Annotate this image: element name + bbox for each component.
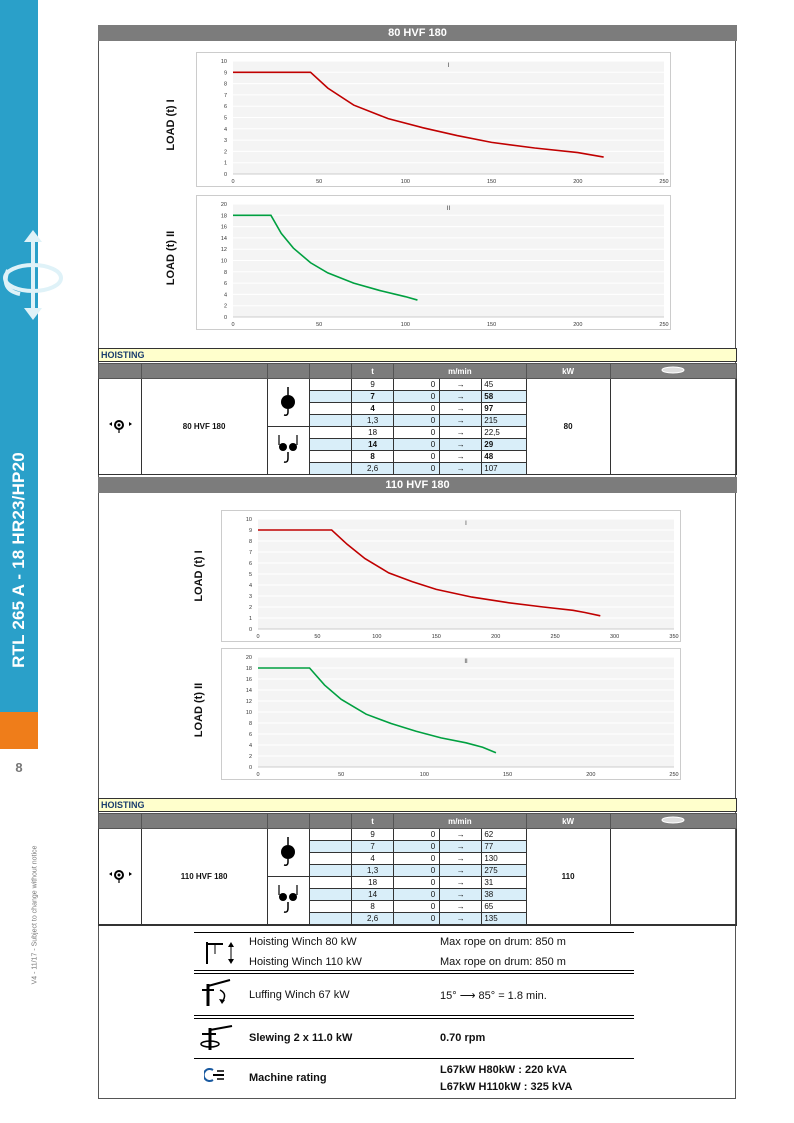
- chart-box-4: [221, 648, 681, 780]
- double-hook-icon: [277, 435, 299, 465]
- y-tick-label: 18: [245, 666, 252, 672]
- arrow-cell: →: [440, 391, 482, 403]
- rope-cell: [610, 379, 736, 475]
- y-tick-label: 6: [248, 561, 252, 567]
- rule-2b: [194, 973, 634, 974]
- blank-cell: [310, 877, 352, 889]
- y-tick-label: 16: [220, 224, 227, 231]
- x-tick-label: 150: [503, 772, 513, 778]
- rotation-logo-icon: [0, 228, 66, 320]
- blank-cell: [310, 379, 352, 391]
- arrow-cell: →: [440, 889, 482, 901]
- hd-speed: m/min: [394, 814, 526, 829]
- legend-label: I: [447, 63, 450, 69]
- blank-cell: [310, 865, 352, 877]
- load-t-cell: 18: [352, 877, 394, 889]
- section-title-110: 110 HVF 180: [98, 477, 737, 493]
- x-tick-label: 100: [400, 179, 410, 185]
- load-t-cell: 18: [352, 427, 394, 439]
- speed-to-cell: 130: [482, 853, 526, 865]
- y-tick-label: 9: [223, 70, 227, 77]
- arrow-cell: →: [440, 403, 482, 415]
- blank-cell: [310, 415, 352, 427]
- y-tick-label: 2: [248, 605, 252, 611]
- load-t-cell: 14: [352, 889, 394, 901]
- load-t-cell: 4: [352, 403, 394, 415]
- sidebar-accent: [0, 712, 38, 749]
- blank-cell: [310, 427, 352, 439]
- load-t-cell: 9: [352, 379, 394, 391]
- legend-label: II: [464, 659, 468, 665]
- arrow-cell: →: [440, 463, 482, 475]
- blank-cell: [310, 439, 352, 451]
- hd-rope-icon: [610, 814, 736, 829]
- y-tick-label: 5: [223, 115, 227, 122]
- hoisting-label-2: HOISTING: [98, 798, 737, 812]
- hd-blank-1: [99, 814, 142, 829]
- load-t-cell: 9: [352, 829, 394, 841]
- chart2-ylabel: LOAD (t) II: [165, 230, 177, 286]
- y-tick-label: 10: [245, 517, 252, 523]
- hd-speed: m/min: [394, 364, 526, 379]
- rating-right-2: L67kW H110kW : 325 kVA: [440, 1081, 573, 1093]
- hook-icon-cell: [267, 427, 309, 475]
- y-tick-label: 16: [245, 677, 252, 683]
- hd-blank-1: [99, 364, 142, 379]
- blank-cell: [310, 889, 352, 901]
- hd-blank-3: [267, 814, 309, 829]
- y-tick-label: 14: [245, 688, 252, 694]
- y-tick-label: 8: [248, 721, 252, 727]
- hoist2-right: Max rope on drum: 850 m: [440, 956, 566, 968]
- rating-left: Machine rating: [249, 1072, 327, 1084]
- luffing-right: 15° ⟶ 85° = 1.8 min.: [440, 990, 547, 1002]
- arrow-cell: →: [440, 877, 482, 889]
- rope-icon: [661, 816, 685, 824]
- arrow-cell: →: [440, 829, 482, 841]
- y-tick-label: 6: [223, 104, 227, 111]
- blank-cell: [310, 403, 352, 415]
- y-tick-label: 10: [245, 710, 252, 716]
- legend-label: I: [465, 521, 467, 527]
- load-chart-4: [222, 649, 682, 781]
- hd-kw: kW: [526, 814, 610, 829]
- arrow-cell: →: [440, 451, 482, 463]
- y-tick-label: 7: [223, 92, 227, 99]
- x-tick-label: 150: [487, 322, 497, 328]
- speed-to-cell: 215: [482, 415, 526, 427]
- speed-to-cell: 58: [482, 391, 526, 403]
- load-t-cell: 1,3: [352, 865, 394, 877]
- speed-to-cell: 62: [482, 829, 526, 841]
- speed-to-cell: 38: [482, 889, 526, 901]
- y-tick-label: 4: [223, 292, 227, 299]
- hd-kw: kW: [526, 364, 610, 379]
- chart3-ylabel: LOAD (t) I: [193, 550, 205, 602]
- hoisting-winch-icon: [203, 940, 235, 966]
- section-title-80: 80 HVF 180: [98, 25, 737, 41]
- hoisting-label-1: HOISTING: [98, 348, 737, 362]
- table-row: [99, 829, 737, 841]
- y-tick-label: 4: [248, 583, 252, 589]
- hoisting-table-1: [98, 363, 737, 475]
- speed-to-cell: 135: [482, 913, 526, 925]
- x-tick-label: 100: [419, 772, 429, 778]
- chart-box-2: [196, 195, 671, 330]
- x-tick-label: 50: [316, 322, 323, 328]
- rule-1: [194, 932, 634, 933]
- y-tick-label: 6: [248, 732, 252, 738]
- y-tick-label: 18: [220, 213, 227, 220]
- hd-t: t: [352, 814, 394, 829]
- y-tick-label: 20: [220, 202, 227, 208]
- y-tick-label: 2: [223, 149, 227, 156]
- y-tick-label: 0: [248, 627, 252, 633]
- speed-from-cell: 0: [394, 391, 440, 403]
- blank-cell: [310, 841, 352, 853]
- y-tick-label: 9: [248, 528, 252, 534]
- y-tick-label: 8: [223, 269, 227, 276]
- page-number: 8: [15, 760, 23, 775]
- model-cell: 80 HVF 180: [141, 379, 267, 475]
- x-tick-label: 100: [400, 322, 410, 328]
- hook-icon-cell: [267, 829, 309, 877]
- y-tick-label: 2: [223, 303, 227, 310]
- y-tick-label: 2: [248, 754, 252, 760]
- slewing-right: 0.70 rpm: [440, 1032, 486, 1044]
- speed-to-cell: 65: [482, 901, 526, 913]
- hd-blank-2: [141, 364, 267, 379]
- y-tick-label: 4: [248, 743, 252, 749]
- blank-cell: [310, 463, 352, 475]
- load-t-cell: 2,6: [352, 913, 394, 925]
- y-tick-label: 4: [223, 126, 227, 133]
- speed-from-cell: 0: [394, 463, 440, 475]
- speed-to-cell: 48: [482, 451, 526, 463]
- motor-icon-cell: [99, 379, 142, 475]
- speed-from-cell: 0: [394, 451, 440, 463]
- speed-from-cell: 0: [394, 877, 440, 889]
- y-tick-label: 7: [248, 550, 252, 556]
- blank-cell: [310, 391, 352, 403]
- speed-to-cell: 107: [482, 463, 526, 475]
- speed-to-cell: 22,5: [482, 427, 526, 439]
- chart4-ylabel: LOAD (t) II: [193, 682, 205, 738]
- arrow-cell: →: [440, 913, 482, 925]
- y-tick-label: 3: [223, 138, 227, 145]
- y-tick-label: 10: [220, 258, 227, 265]
- speed-to-cell: 275: [482, 865, 526, 877]
- hd-blank-4: [310, 814, 352, 829]
- luffing-winch-icon: [200, 978, 234, 1008]
- speed-from-cell: 0: [394, 403, 440, 415]
- rule-2a: [194, 970, 634, 971]
- rope-cell: [610, 829, 736, 925]
- rule-3a: [194, 1015, 634, 1016]
- x-tick-label: 0: [256, 634, 260, 640]
- hoist2-left: Hoisting Winch 110 kW: [249, 956, 362, 968]
- load-chart-3: [222, 511, 682, 643]
- arrow-cell: →: [440, 865, 482, 877]
- speed-to-cell: 77: [482, 841, 526, 853]
- document-title: RTL 265 A - 18 HR23/HP20: [9, 452, 28, 668]
- x-tick-label: 0: [256, 772, 260, 778]
- load-t-cell: 14: [352, 439, 394, 451]
- speed-from-cell: 0: [394, 913, 440, 925]
- y-tick-label: 0: [248, 765, 252, 771]
- hoisting-table-2: [98, 813, 737, 925]
- y-tick-label: 6: [223, 281, 227, 288]
- load-t-cell: 4: [352, 853, 394, 865]
- speed-from-cell: 0: [394, 889, 440, 901]
- speed-from-cell: 0: [394, 841, 440, 853]
- power-plug-icon: [204, 1067, 226, 1083]
- arrow-cell: →: [440, 439, 482, 451]
- y-tick-label: 14: [220, 235, 227, 242]
- load-t-cell: 8: [352, 451, 394, 463]
- load-t-cell: 1,3: [352, 415, 394, 427]
- speed-from-cell: 0: [394, 865, 440, 877]
- load-t-cell: 8: [352, 901, 394, 913]
- x-tick-label: 50: [316, 179, 323, 185]
- x-tick-label: 100: [372, 634, 382, 640]
- x-tick-label: 150: [487, 179, 497, 185]
- x-tick-label: 0: [231, 179, 235, 185]
- x-tick-label: 50: [338, 772, 345, 778]
- kw-cell: 110: [526, 829, 610, 925]
- x-tick-label: 350: [669, 634, 679, 640]
- speed-to-cell: 45: [482, 379, 526, 391]
- arrow-cell: →: [440, 841, 482, 853]
- x-tick-label: 250: [659, 322, 669, 328]
- hoist-motor-icon: [107, 868, 133, 884]
- model-cell: 110 HVF 180: [141, 829, 267, 925]
- x-tick-label: 0: [231, 322, 235, 328]
- y-tick-label: 5: [248, 572, 252, 578]
- y-tick-label: 12: [245, 699, 252, 705]
- arrow-cell: →: [440, 379, 482, 391]
- load-chart-1: [197, 53, 672, 188]
- speed-to-cell: 31: [482, 877, 526, 889]
- single-hook-icon: [278, 387, 298, 417]
- y-tick-label: 3: [248, 594, 252, 600]
- hd-blank-4: [310, 364, 352, 379]
- info-divider-top: [98, 925, 737, 926]
- rating-right-1: L67kW H80kW : 220 kVA: [440, 1064, 567, 1076]
- x-tick-label: 200: [573, 322, 583, 328]
- arrow-cell: →: [440, 901, 482, 913]
- slewing-icon: [200, 1024, 234, 1052]
- load-chart-2: [197, 196, 672, 331]
- blank-cell: [310, 853, 352, 865]
- legend-label: II: [446, 206, 451, 212]
- y-tick-label: 8: [223, 81, 227, 88]
- hoist1-left: Hoisting Winch 80 kW: [249, 936, 357, 948]
- disclaimer: V4 - 11/17 - Subject to change without notice: [31, 845, 39, 985]
- hd-blank-3: [267, 364, 309, 379]
- speed-from-cell: 0: [394, 427, 440, 439]
- x-tick-label: 250: [669, 772, 679, 778]
- x-tick-label: 50: [314, 634, 321, 640]
- speed-from-cell: 0: [394, 379, 440, 391]
- hoist1-right: Max rope on drum: 850 m: [440, 936, 566, 948]
- chart-box-1: [196, 52, 671, 187]
- slewing-left: Slewing 2 x 11.0 kW: [249, 1032, 353, 1044]
- rope-icon: [661, 366, 685, 374]
- hook-icon-cell: [267, 379, 309, 427]
- speed-from-cell: 0: [394, 415, 440, 427]
- x-tick-label: 300: [609, 634, 620, 640]
- load-t-cell: 7: [352, 841, 394, 853]
- arrow-cell: →: [440, 853, 482, 865]
- double-hook-icon: [277, 885, 299, 915]
- y-tick-label: 10: [220, 59, 227, 65]
- hd-t: t: [352, 364, 394, 379]
- luffing-left: Luffing Winch 67 kW: [249, 989, 350, 1001]
- x-tick-label: 200: [586, 772, 596, 778]
- hook-icon-cell: [267, 877, 309, 925]
- arrow-cell: →: [440, 415, 482, 427]
- single-hook-icon: [278, 837, 298, 867]
- y-tick-label: 12: [220, 247, 227, 254]
- speed-from-cell: 0: [394, 901, 440, 913]
- speed-from-cell: 0: [394, 853, 440, 865]
- x-tick-label: 250: [550, 634, 560, 640]
- chart1-ylabel: LOAD (t) I: [165, 99, 177, 151]
- x-tick-label: 150: [431, 634, 441, 640]
- y-tick-label: 1: [248, 616, 252, 622]
- y-tick-label: 20: [245, 655, 252, 661]
- hd-rope-icon: [610, 364, 736, 379]
- blank-cell: [310, 901, 352, 913]
- y-tick-label: 8: [248, 539, 252, 545]
- blank-cell: [310, 451, 352, 463]
- arrow-cell: →: [440, 427, 482, 439]
- x-tick-label: 200: [491, 634, 501, 640]
- y-tick-label: 0: [223, 172, 227, 178]
- speed-to-cell: 97: [482, 403, 526, 415]
- rule-4: [194, 1058, 634, 1059]
- chart-box-3: [221, 510, 681, 642]
- y-tick-label: 1: [223, 160, 227, 167]
- y-tick-label: 0: [223, 315, 227, 321]
- speed-from-cell: 0: [394, 439, 440, 451]
- hoist-motor-icon: [107, 418, 133, 434]
- blank-cell: [310, 829, 352, 841]
- load-t-cell: 7: [352, 391, 394, 403]
- x-tick-label: 200: [573, 179, 583, 185]
- motor-icon-cell: [99, 829, 142, 925]
- load-t-cell: 2,6: [352, 463, 394, 475]
- rule-3b: [194, 1018, 634, 1019]
- speed-from-cell: 0: [394, 829, 440, 841]
- blank-cell: [310, 913, 352, 925]
- hd-blank-2: [141, 814, 267, 829]
- table-row: [99, 379, 737, 391]
- x-tick-label: 250: [659, 179, 669, 185]
- kw-cell: 80: [526, 379, 610, 475]
- speed-to-cell: 29: [482, 439, 526, 451]
